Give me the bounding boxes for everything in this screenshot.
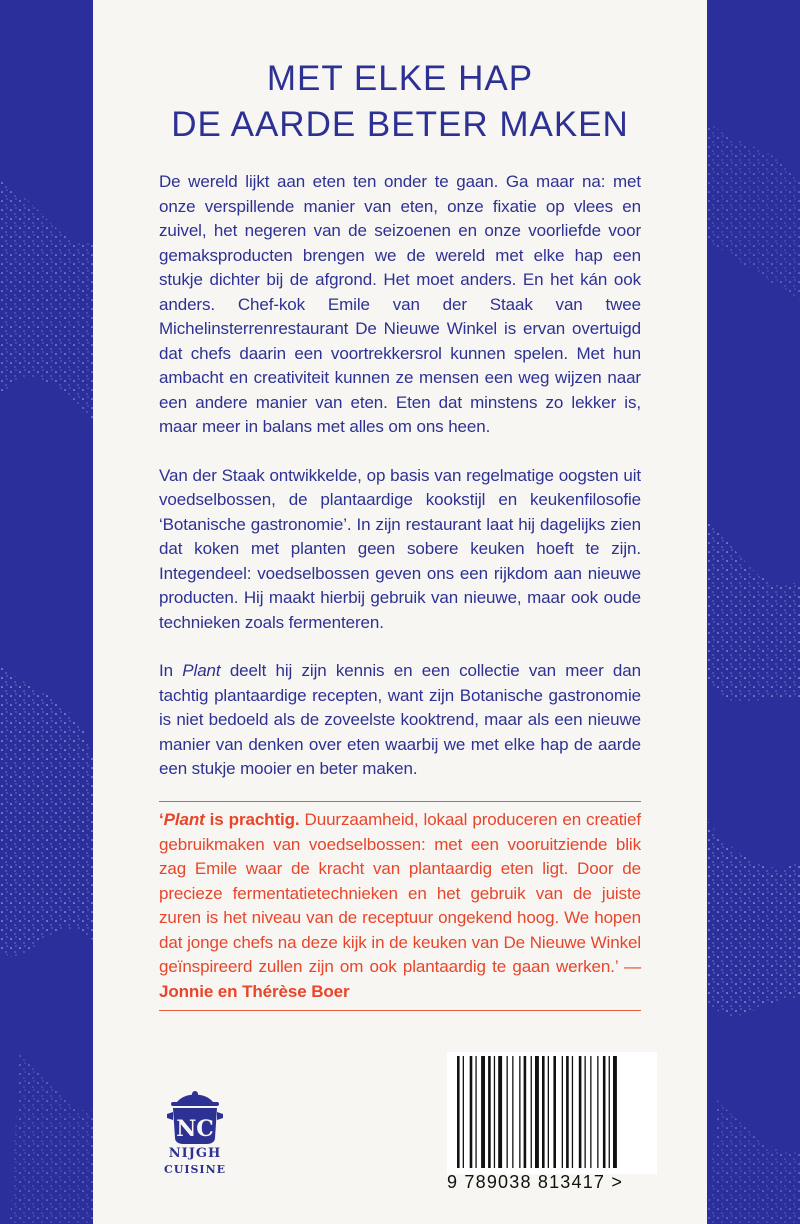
barcode-bar bbox=[590, 1056, 591, 1168]
quote-bold-phrase: is prachtig. bbox=[204, 810, 300, 829]
barcode-bar bbox=[524, 1056, 527, 1168]
isbn-barcode bbox=[447, 1052, 657, 1200]
publisher-logo bbox=[159, 1088, 231, 1178]
barcode-bar bbox=[613, 1056, 617, 1168]
publisher-name-1: NIJGH bbox=[168, 1146, 222, 1161]
back-cover-panel bbox=[93, 0, 707, 1224]
quote-author: Jonnie en Thérèse Boer bbox=[159, 981, 350, 1001]
quote-body: Duurzaamheid, lokaal produceren en creatief gebruikmaken van voedselbossen: met een vooruitziende blik zag Emile waar de kracht van plantaardig eten ligt. Door de precieze fermentatietechnieken en het gebruik van de juiste zuren is het niveau van de receptuur ongekend hoog. We hopen dat jonge chefs na deze kijk in de keuken van De Nieuwe Winkel geïnspireerd zullen zijn om ook plantaardig te gaan werken.’ — bbox=[159, 810, 641, 976]
right-cover-pattern bbox=[707, 0, 800, 1224]
barcode-bar bbox=[585, 1056, 586, 1168]
endorsement-quote bbox=[159, 801, 641, 1011]
barcode-bar bbox=[498, 1056, 502, 1168]
barcode-bar bbox=[609, 1056, 610, 1168]
barcode-bar bbox=[507, 1056, 508, 1168]
barcode-bar bbox=[457, 1056, 460, 1168]
barcode-bar bbox=[481, 1056, 485, 1168]
title-line-2: DE AARDE BETER MAKEN bbox=[171, 105, 629, 144]
book-title-italic: Plant bbox=[182, 661, 221, 680]
quote-text bbox=[159, 808, 641, 1004]
barcode-bar bbox=[470, 1056, 473, 1168]
left-cover-pattern bbox=[0, 0, 93, 1224]
barcode-bar bbox=[463, 1056, 464, 1168]
barcode-bar bbox=[553, 1056, 556, 1168]
publisher-name-2: CUISINE bbox=[163, 1163, 227, 1176]
blurb-paragraph-3 bbox=[159, 659, 641, 782]
quote-open: ‘ bbox=[159, 810, 164, 829]
blurb-paragraph-1: De wereld lijkt aan eten ten onder te gaan. Ga maar na: met onze verspillende manier van eten, onze fixatie op vlees en zuivel, het negeren van de seizoenen en onze voorliefde voor gemaksproducten brengen we de wereld met elke hap een stukje dichter bij de afgrond. Het moet anders. En het kán ook anders. Chef-kok Emile van der Staak van twee Michelinsterrenrestaurant De Nieuwe Winkel is ervan overtuigd dat chefs daarin een voortrekkersrol kunnen spelen. Met hun ambacht en creativiteit kunnen ze mensen een weg wijzen naar een andere manier van eten. Eten dat minstens zo lekker is, maar meer in balans met alles om ons heen. bbox=[159, 172, 641, 436]
barcode-bar bbox=[488, 1056, 491, 1168]
barcode-bar bbox=[548, 1056, 549, 1168]
speckled-texture-right bbox=[707, 0, 800, 1224]
blurb-paragraph-2: Van der Staak ontwikkelde, op basis van regelmatige oogsten uit voedselbossen, de plantaardige kookstijl en keukenfilosofie ‘Botanische gastronomie’. In zijn restaurant laat hij dagelijks zien dat koken met planten geen sobere keuken hoeft te zijn. Integendeel: voedselbossen geven ons een rijkdom aan nieuwe producten. Hij maakt hierbij gebruik van nieuwe, maar ook oude technieken zoals fermenteren. bbox=[159, 465, 641, 632]
title-line-1: MET ELKE HAP bbox=[266, 59, 534, 98]
barcode-bar bbox=[572, 1056, 573, 1168]
blurb bbox=[159, 170, 641, 806]
barcode-bar bbox=[542, 1056, 545, 1168]
barcode-bar bbox=[494, 1056, 495, 1168]
barcode-bar bbox=[512, 1056, 513, 1168]
speckled-texture-left bbox=[0, 0, 93, 1224]
cover-title bbox=[93, 56, 707, 148]
quote-book-title: Plant bbox=[163, 810, 205, 829]
barcode-bar bbox=[531, 1056, 532, 1168]
barcode-bar bbox=[579, 1056, 582, 1168]
isbn-number: 9 789038 813417 > bbox=[447, 1172, 624, 1192]
pot-logo-icon bbox=[163, 1088, 227, 1146]
p3-prefix: In bbox=[159, 661, 183, 680]
barcode-bars bbox=[447, 1052, 657, 1174]
barcode-bar bbox=[562, 1056, 563, 1168]
barcode-bar bbox=[597, 1056, 598, 1168]
barcode-bar bbox=[475, 1056, 476, 1168]
barcode-bar bbox=[535, 1056, 539, 1168]
barcode-bar bbox=[566, 1056, 569, 1168]
p3-rest: deelt hij zijn kennis en een collectie van meer dan tachtig plantaardige recepten, want zijn Botanische gastronomie is niet bedoeld als de zoveelste kooktrend, maar als een nieuwe manier van denken over eten waarbij we met elke hap de aarde een stukje mooier en beter maken. bbox=[159, 661, 641, 778]
barcode-bar bbox=[519, 1056, 520, 1168]
logo-monogram: NC bbox=[176, 1116, 214, 1142]
barcode-bar bbox=[603, 1056, 606, 1168]
